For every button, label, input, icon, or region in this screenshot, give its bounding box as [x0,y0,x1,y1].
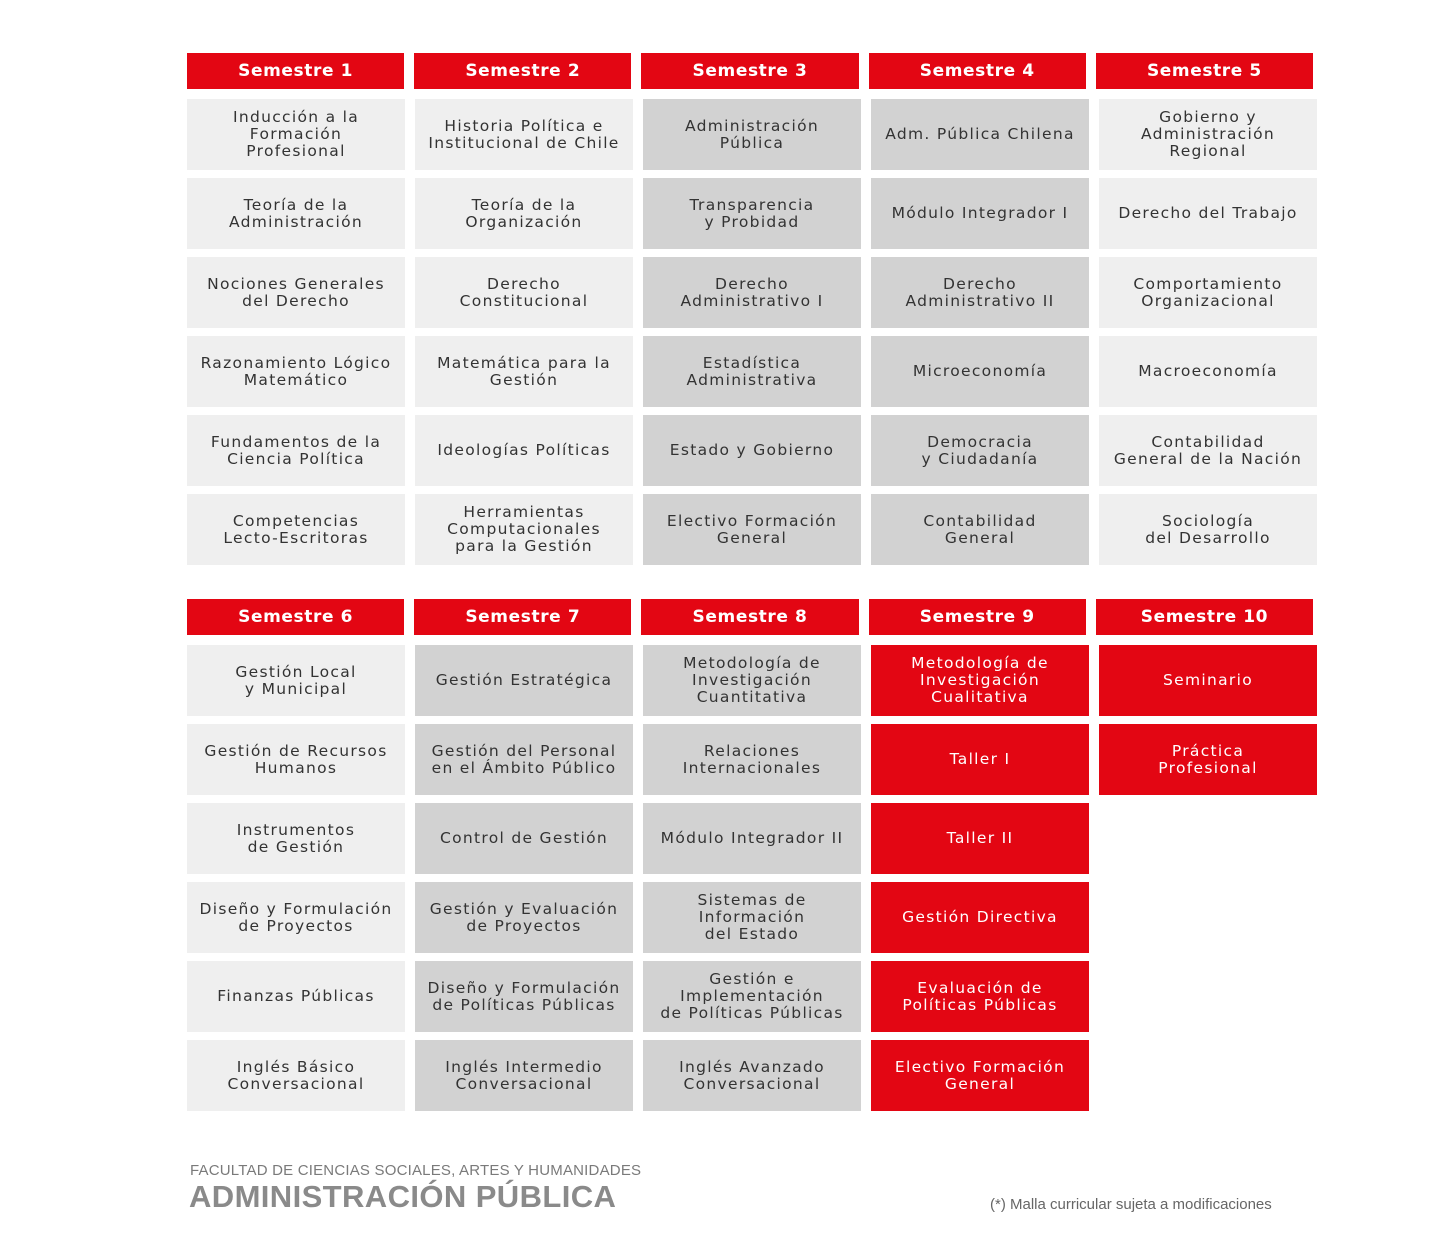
course-cell: Comportamiento Organizacional [1099,257,1317,328]
course-cell: Gestión y Evaluación de Proyectos [415,882,633,953]
course-cell: Diseño y Formulación de Políticas Públicas [415,961,633,1032]
course-cell: Adm. Pública Chilena [871,99,1089,170]
course-cell: Microeconomía [871,336,1089,407]
semester-4-header: Semestre 4 [869,53,1086,89]
course-cell: Teoría de la Administración [187,178,405,249]
course-cell: Teoría de la Organización [415,178,633,249]
course-cell: Inglés Avanzado Conversacional [643,1040,861,1111]
semester-9-header: Semestre 9 [869,599,1086,635]
semester-8-column [643,645,861,1111]
semester-5-header: Semestre 5 [1096,53,1313,89]
disclaimer-note: (*) Malla curricular sujeta a modificaciones [990,1196,1272,1213]
course-cell: Gestión Directiva [871,882,1089,953]
course-cell: Diseño y Formulación de Proyectos [187,882,405,953]
semester-1-header: Semestre 1 [187,53,404,89]
course-cell: Estado y Gobierno [643,415,861,486]
semester-5-column [1099,99,1317,565]
semester-headers-row-1 [187,53,1313,89]
course-cell: Contabilidad General [871,494,1089,565]
course-cell: Módulo Integrador II [643,803,861,874]
course-cell: Gestión Estratégica [415,645,633,716]
semester-3-column [643,99,861,565]
course-cell: Taller I [871,724,1089,795]
course-cell: Derecho Administrativo II [871,257,1089,328]
course-cell: Derecho Administrativo I [643,257,861,328]
semester-3-header: Semestre 3 [641,53,858,89]
course-cell: Herramientas Computacionales para la Gestión [415,494,633,565]
semester-6-column [187,645,405,1111]
course-cell: Administración Pública [643,99,861,170]
faculty-name: FACULTAD DE CIENCIAS SOCIALES, ARTES Y HUMANIDADES [190,1162,642,1179]
course-cell: Derecho Constitucional [415,257,633,328]
semester-2-header: Semestre 2 [414,53,631,89]
course-cell: Historia Política e Institucional de Chile [415,99,633,170]
course-cell: Inglés Intermedio Conversacional [415,1040,633,1111]
semester-7-column [415,645,633,1111]
semester-7-header: Semestre 7 [414,599,631,635]
courses-grid-row-1 [187,99,1313,565]
course-cell: Gobierno y Administración Regional [1099,99,1317,170]
course-cell: Taller II [871,803,1089,874]
course-cell: Metodología de Investigación Cualitativa [871,645,1089,716]
semester-10-header: Semestre 10 [1096,599,1313,635]
course-cell: Contabilidad General de la Nación [1099,415,1317,486]
semester-8-header: Semestre 8 [641,599,858,635]
course-cell: Sociología del Desarrollo [1099,494,1317,565]
course-cell: Razonamiento Lógico Matemático [187,336,405,407]
program-title: ADMINISTRACIÓN PÚBLICA [189,1179,617,1214]
course-cell: Fundamentos de la Ciencia Política [187,415,405,486]
course-cell: Módulo Integrador I [871,178,1089,249]
course-cell: Democracia y Ciudadanía [871,415,1089,486]
courses-grid-row-2 [187,645,1313,1111]
course-cell: Relaciones Internacionales [643,724,861,795]
course-cell: Transparencia y Probidad [643,178,861,249]
course-cell: Inglés Básico Conversacional [187,1040,405,1111]
semester-headers-row-2 [187,599,1313,635]
semesters-6-10-block [187,599,1313,1111]
course-cell: Matemática para la Gestión [415,336,633,407]
course-cell: Ideologías Políticas [415,415,633,486]
course-cell: Seminario [1099,645,1317,716]
course-cell: Práctica Profesional [1099,724,1317,795]
semester-4-column [871,99,1089,565]
course-cell: Competencias Lecto-Escritoras [187,494,405,565]
semester-6-header: Semestre 6 [187,599,404,635]
course-cell: Gestión Local y Municipal [187,645,405,716]
course-cell: Estadística Administrativa [643,336,861,407]
course-cell: Gestión del Personal en el Ámbito Público [415,724,633,795]
course-cell: Gestión de Recursos Humanos [187,724,405,795]
semester-2-column [415,99,633,565]
course-cell: Electivo Formación General [643,494,861,565]
course-cell: Macroeconomía [1099,336,1317,407]
course-cell: Nociones Generales del Derecho [187,257,405,328]
course-cell: Instrumentos de Gestión [187,803,405,874]
semesters-1-5-block [187,53,1313,565]
course-cell: Gestión e Implementación de Políticas Públicas [643,961,861,1032]
semester-9-column [871,645,1089,1111]
semester-10-column [1099,645,1317,1111]
course-cell: Control de Gestión [415,803,633,874]
course-cell: Electivo Formación General [871,1040,1089,1111]
course-cell: Finanzas Públicas [187,961,405,1032]
semester-1-column [187,99,405,565]
course-cell: Evaluación de Políticas Públicas [871,961,1089,1032]
course-cell: Inducción a la Formación Profesional [187,99,405,170]
course-cell: Derecho del Trabajo [1099,178,1317,249]
course-cell: Sistemas de Información del Estado [643,882,861,953]
course-cell: Metodología de Investigación Cuantitativa [643,645,861,716]
